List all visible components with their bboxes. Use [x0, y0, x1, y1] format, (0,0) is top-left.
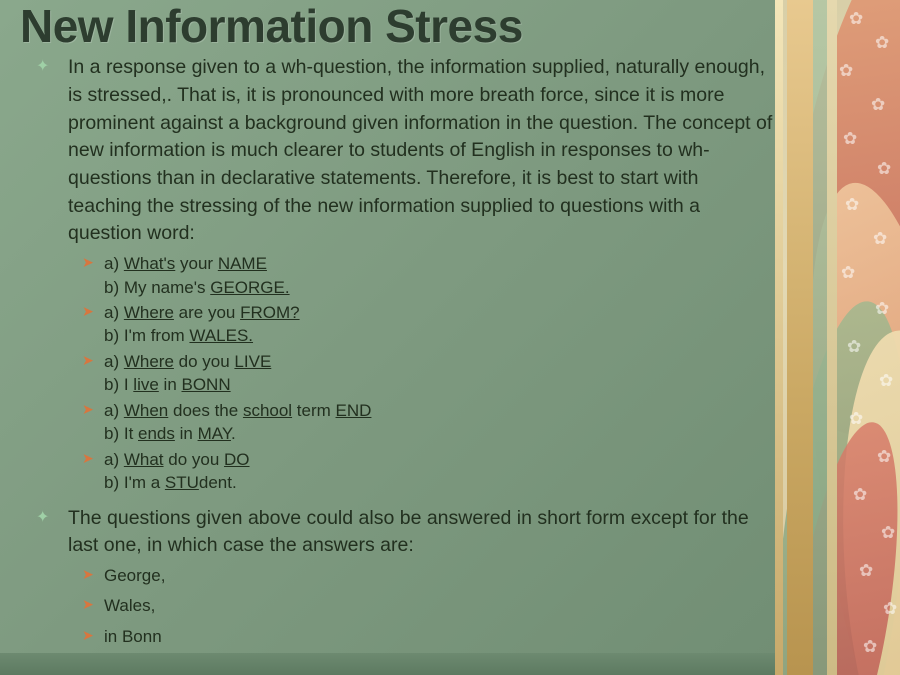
plain-word: in [158, 375, 182, 395]
plain-word: dent. [198, 473, 237, 493]
plain-word: . [230, 424, 236, 444]
slide-body-list-2 [0, 505, 775, 560]
arrow-bullet-icon: ➤ [82, 351, 94, 368]
label-b: b) [104, 473, 124, 493]
list-item-example [74, 301, 775, 348]
plain-word: your [175, 254, 218, 274]
plain-word: term [292, 400, 336, 420]
stressed-word: Where [123, 351, 174, 371]
plain-word: My name's [123, 277, 211, 297]
flower-icon: ✿ [841, 263, 856, 282]
example-question-line [104, 252, 775, 275]
stressed-word: What [123, 449, 164, 469]
flower-icon: ✿ [845, 195, 860, 214]
label-a: a) [104, 254, 124, 274]
example-question-line [104, 448, 775, 471]
arrow-bullet-icon: ➤ [82, 449, 94, 466]
flower-icon: ✿ [881, 523, 896, 542]
list-item-example [74, 350, 775, 397]
plain-word: do you [163, 449, 225, 469]
list-item-short-answer [74, 594, 775, 617]
flower-icon: ✿ [873, 229, 888, 248]
stressed-word: ends [138, 424, 175, 444]
flower-icon: ✿ [847, 337, 862, 356]
diamond-bullet-icon: ✦ [36, 58, 50, 76]
list-item-short-answer [74, 625, 775, 648]
list-item-short-answer [74, 564, 775, 587]
flower-icon: ✿ [883, 599, 898, 618]
stressed-word: DO [224, 449, 250, 469]
arrow-bullet-icon: ➤ [82, 566, 94, 583]
label-b: b) [104, 326, 124, 346]
flower-icon: ✿ [849, 9, 864, 28]
footer-strip [0, 653, 775, 675]
stressed-word: What's [123, 254, 176, 274]
short-answer-text: George, [104, 566, 166, 586]
example-answer-line [104, 276, 775, 299]
example-question-line [104, 350, 775, 373]
arrow-bullet-icon: ➤ [82, 626, 94, 643]
stressed-word: BONN [181, 375, 231, 395]
label-a: a) [104, 303, 124, 323]
list-item-paragraph-1 [0, 54, 775, 248]
diamond-bullet-icon: ✦ [36, 508, 50, 526]
flower-icon: ✿ [879, 371, 894, 390]
short-answer-text: Wales, [104, 596, 156, 616]
stressed-word: Where [123, 303, 174, 323]
example-answer-line [104, 324, 775, 347]
example-answer-line [104, 373, 775, 396]
arrow-bullet-icon: ➤ [82, 400, 94, 417]
arrow-bullet-icon: ➤ [82, 596, 94, 613]
stressed-word: When [123, 400, 169, 420]
stressed-word: END [335, 400, 372, 420]
stressed-word: school [242, 400, 293, 420]
label-b: b) [104, 375, 124, 395]
example-question-line [104, 301, 775, 324]
example-question-line [104, 399, 775, 422]
page-title: New Information Stress [20, 0, 523, 52]
arrow-bullet-icon: ➤ [82, 303, 94, 320]
plain-word: I'm from [123, 326, 190, 346]
flower-icon: ✿ [877, 159, 892, 178]
example-answer-line [104, 471, 775, 494]
plain-word: I [123, 375, 134, 395]
arrow-bullet-icon: ➤ [82, 254, 94, 271]
label-b: b) [104, 424, 124, 444]
list-item-example [74, 252, 775, 299]
flower-icon: ✿ [875, 299, 890, 318]
list-item-example [74, 448, 775, 495]
decorative-stripe-cream [827, 0, 837, 675]
plain-word: does the [168, 400, 243, 420]
stressed-word: STU [164, 473, 199, 493]
example-answer-line [104, 422, 775, 445]
paragraph-text: The questions given above could also be answered in short form except for the last one, in which case the answers are: [68, 506, 749, 557]
stressed-word: LIVE [234, 351, 272, 371]
flower-icon: ✿ [871, 95, 886, 114]
label-a: a) [104, 400, 124, 420]
flower-icon: ✿ [877, 447, 892, 466]
stressed-word: WALES. [189, 326, 254, 346]
stressed-word: NAME [217, 254, 267, 274]
short-answer-text: in Bonn [104, 626, 162, 646]
slide-body-list [0, 54, 775, 248]
flower-icon: ✿ [859, 561, 874, 580]
flower-icon: ✿ [849, 409, 864, 428]
decorative-stripe-green [813, 0, 827, 675]
flower-icon: ✿ [863, 637, 878, 656]
flower-icon: ✿ [853, 485, 868, 504]
decorative-stripe-gold [787, 0, 813, 675]
list-item-example [74, 399, 775, 446]
stressed-word: MAY [197, 424, 231, 444]
stressed-word: live [133, 375, 159, 395]
flower-icon: ✿ [843, 129, 858, 148]
flower-icon: ✿ [875, 33, 890, 52]
list-item-paragraph-2 [0, 505, 775, 560]
decorative-band-edge [775, 0, 783, 675]
decorative-right-band [775, 0, 900, 675]
examples-block [0, 252, 775, 495]
flower-icon: ✿ [839, 61, 854, 80]
label-a: a) [104, 449, 124, 469]
plain-word: in [174, 424, 198, 444]
stressed-word: GEORGE. [210, 277, 290, 297]
paragraph-text: In a response given to a wh-question, the information supplied, naturally enough, is stressed,. That is, it is pronounced with more breath force, since it is more prominent against a background given information in the question. The concept of new information is much clearer to students of English in responses to wh-questions than in declarative statements. Therefore, it is best to start with teaching the stressing of the new information supplied to questions with a question word: [68, 56, 773, 245]
plain-word: I'm a [123, 473, 165, 493]
plain-word: It [123, 424, 139, 444]
plain-word: do you [173, 351, 235, 371]
plain-word: are you [173, 303, 241, 323]
label-a: a) [104, 351, 124, 371]
stressed-word: FROM? [240, 303, 300, 323]
label-b: b) [104, 277, 124, 297]
examples-list [74, 252, 775, 495]
